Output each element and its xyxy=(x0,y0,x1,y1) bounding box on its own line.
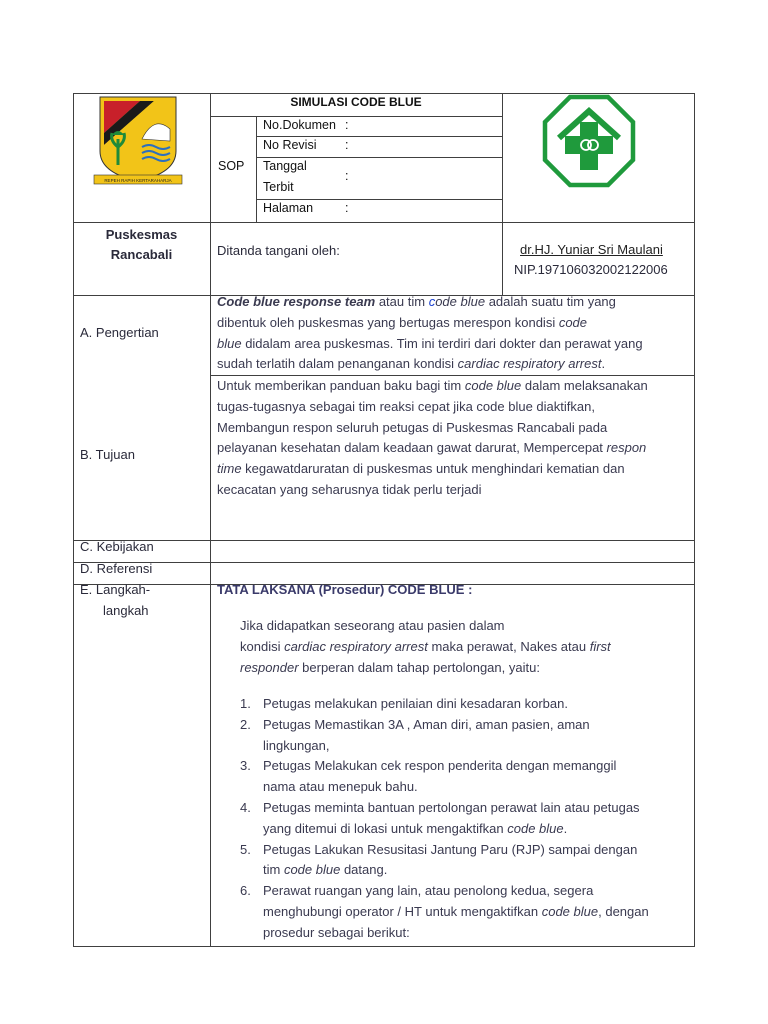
procedure-step xyxy=(240,715,685,757)
regency-crest-logo xyxy=(92,95,184,189)
procedure-steps xyxy=(240,694,685,944)
step-number: 6. xyxy=(240,883,251,899)
puskesmas-logo xyxy=(542,94,636,188)
section-e-label-1: E. Langkah- xyxy=(80,582,151,597)
revision-value: : xyxy=(345,138,349,152)
text-line: time kegawatdaruratan di puskesmas untuk menghindari kematian dan xyxy=(217,461,625,477)
step-text-line: prosedur sebagai berikut: xyxy=(263,924,410,940)
step-text-line: menghubungi operator / HT untuk mengaktifkan code blue, dengan xyxy=(263,903,649,919)
signed-by-label: Ditanda tangani oleh: xyxy=(217,243,340,258)
page-title: SIMULASI CODE BLUE xyxy=(290,95,422,109)
step-number: 1. xyxy=(240,696,251,711)
sop-label: SOP xyxy=(218,159,245,173)
step-text-line: Petugas melakukan penilaian dini kesadaran korban. xyxy=(263,696,568,711)
title-divider xyxy=(210,116,502,117)
crest-motto-text: REPEH RAPIH KERTARAHARJA xyxy=(104,178,172,183)
signatory-nip: NIP.197106032002122006 xyxy=(514,262,668,277)
procedure-step xyxy=(240,798,685,840)
page-value: : xyxy=(345,201,349,215)
step-text-line: lingkungan, xyxy=(263,737,330,753)
doc-number-label: No.Dokumen xyxy=(263,118,336,132)
logo-column-divider xyxy=(502,93,503,222)
kebijakan-row-divider xyxy=(73,562,695,563)
tujuan-text xyxy=(217,376,689,501)
text-line: dibentuk oleh puskesmas yang bertugas merespon kondisi code xyxy=(217,314,588,330)
header-row-divider xyxy=(73,222,695,223)
text-line: Jika didapatkan seseorang atau pasien dalam xyxy=(240,618,505,633)
step-text-line: tim code blue datang. xyxy=(263,862,388,878)
cross-horizontal xyxy=(565,136,613,154)
doc-number-value: : xyxy=(345,118,349,132)
issue-date-value: : xyxy=(345,169,349,183)
procedure-step xyxy=(240,840,685,882)
text-line: Code blue response team atau tim code blue adalah suatu tim yang xyxy=(217,294,616,309)
step-text-line: Petugas Lakukan Resusitasi Jantung Paru (RJP) sampai dengan xyxy=(263,841,638,857)
section-c-label: C. Kebijakan xyxy=(80,539,154,554)
procedure-step xyxy=(240,881,685,943)
text-line: Untuk memberikan panduan baku bagi tim code blue dalam melaksanakan xyxy=(217,378,648,393)
text-line: tugas-tugasnya sebagai tim reaksi cepat jika code blue diaktifkan, xyxy=(217,398,595,414)
step-number: 2. xyxy=(240,716,251,732)
text-line: blue didalam area puskesmas. Tim ini terdiri dari dokter dan perawat yang xyxy=(217,335,643,351)
procedure-heading: TATA LAKSANA (Prosedur) CODE BLUE : xyxy=(217,582,473,597)
text-line: pelayanan kesehatan dalam keadaan gawat darurat, Mempercepat respon xyxy=(217,440,647,456)
tujuan-row-divider xyxy=(73,540,695,541)
step-text-line: Petugas meminta bantuan pertolongan perawat lain atau petugas xyxy=(263,799,640,815)
step-number: 4. xyxy=(240,799,251,815)
step-number: 5. xyxy=(240,841,251,857)
step-text-line: nama atau menepuk bahu. xyxy=(263,779,418,795)
revision-label: No Revisi xyxy=(263,138,317,152)
section-e-label-2: langkah xyxy=(103,603,149,618)
signatory-name: dr.HJ. Yuniar Sri Maulani xyxy=(520,242,663,257)
step-text-line: yang ditemui di lokasi untuk mengaktifkan code blue. xyxy=(263,820,568,836)
pengertian-text xyxy=(217,292,689,375)
page-label: Halaman xyxy=(263,201,314,215)
step-number: 3. xyxy=(240,758,251,774)
signature-divider xyxy=(502,222,503,295)
text-line: kondisi cardiac respiratory arrest maka perawat, Nakes atau first xyxy=(240,638,611,654)
section-a-label: A. Pengertian xyxy=(80,325,159,340)
step-text-line: Perawat ruangan yang lain, atau penolong kedua, segera xyxy=(263,883,594,899)
text-line: Membangun respon seluruh petugas di Puskesmas Rancabali pada xyxy=(217,419,608,435)
step-text-line: Petugas Melakukan cek respon penderita dengan memanggil xyxy=(263,758,617,774)
text-line: sudah terlatih dalam penanganan kondisi cardiac respiratory arrest. xyxy=(217,356,606,372)
text-line: kecacatan yang seharusnya tidak perlu terjadi xyxy=(217,481,482,497)
procedure-step xyxy=(240,756,685,798)
text-line: responder berperan dalam tahap pertolongan, yaitu: xyxy=(240,659,540,675)
section-b-label: B. Tujuan xyxy=(80,447,135,462)
step-text-line: Petugas Memastikan 3A , Aman diri, aman pasien, aman xyxy=(263,716,590,732)
issue-date-label: Tanggal Terbit xyxy=(263,159,307,194)
org-name-line1: Puskesmas xyxy=(105,227,178,242)
section-d-label: D. Referensi xyxy=(80,561,153,576)
org-name-line2: Rancabali xyxy=(110,247,173,262)
procedure-intro xyxy=(240,616,680,678)
sop-divider xyxy=(256,116,257,222)
procedure-step xyxy=(240,694,685,715)
